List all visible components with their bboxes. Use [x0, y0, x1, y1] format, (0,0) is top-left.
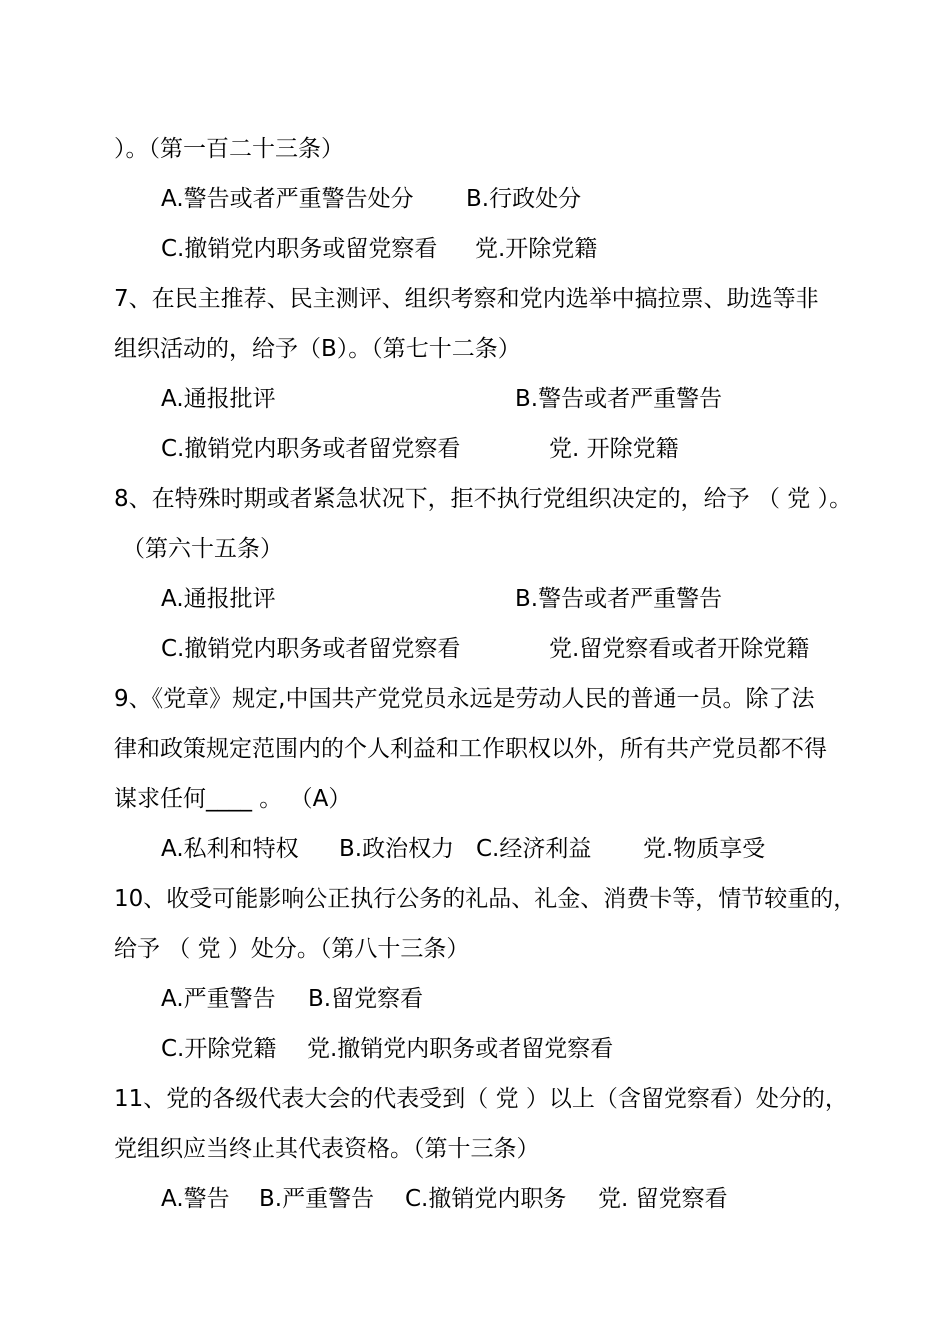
q11-option-c: C.撤销党内职务 — [405, 1186, 567, 1212]
q6-option-b: B.行政处分 — [466, 186, 582, 212]
q11-option-d: 党. 留党察看 — [598, 1186, 728, 1212]
q8-option-c: C.撤销党内职务或者留党察看 — [161, 636, 461, 662]
question-9-line-3: 谋求任何____ 。 （A） — [114, 786, 352, 812]
q7-option-c: C.撤销党内职务或者留党察看 — [161, 436, 461, 462]
q7-option-b: B.警告或者严重警告 — [515, 386, 723, 412]
q11-option-b: B.严重警告 — [259, 1186, 375, 1212]
q8-option-b: B.警告或者严重警告 — [515, 586, 723, 612]
q10-option-c: C.开除党籍 — [161, 1036, 277, 1062]
q9-option-d: 党.物质享受 — [643, 836, 766, 862]
q10-option-d: 党.撤销党内职务或者留党察看 — [307, 1036, 614, 1062]
q8-option-a: A.通报批评 — [161, 586, 276, 612]
question-11-line-1: 11、党的各级代表大会的代表受到（ 党 ）以上（含留党察看）处分的， — [114, 1086, 848, 1112]
question-11-line-2: 党组织应当终止其代表资格。（第十三条） — [114, 1136, 540, 1162]
q9-option-a: A.私利和特权 — [161, 836, 299, 862]
question-7-line-2: 组织活动的，给予（B）。（第七十二条） — [114, 336, 521, 362]
question-9-line-2: 律和政策规定范围内的个人利益和工作职权以外，所有共产党员都不得 — [114, 736, 827, 762]
q11-option-a: A.警告 — [161, 1186, 230, 1212]
question-10-line-1: 10、收受可能影响公正执行公务的礼品、礼金、消费卡等，情节较重的， — [114, 886, 857, 912]
q9-option-c: C.经济利益 — [476, 836, 592, 862]
q10-option-a: A.严重警告 — [161, 986, 276, 1012]
q7-option-a: A.通报批评 — [161, 386, 276, 412]
question-10-line-2: 给予 （ 党 ）处分。（第八十三条） — [114, 936, 470, 962]
q6-option-d: 党.开除党籍 — [475, 236, 598, 262]
q9-option-b: B.政治权力 — [339, 836, 455, 862]
question-7-line-1: 7、在民主推荐、民主测评、组织考察和党内选举中搞拉票、助选等非 — [114, 286, 819, 312]
q10-option-b: B.留党察看 — [308, 986, 424, 1012]
q6-option-c: C.撤销党内职务或留党察看 — [161, 236, 438, 262]
question-8-line-2: （第六十五条） — [122, 536, 283, 562]
q7-option-d: 党. 开除党籍 — [549, 436, 679, 462]
q6-option-a: A.警告或者严重警告处分 — [161, 186, 414, 212]
question-6-tail: ）。（第一百二十三条） — [114, 136, 344, 162]
question-9-line-1: 9、《党章》规定,中国共产党党员永远是劳动人民的普通一员。除了法 — [114, 686, 815, 712]
question-8-line-1: 8、在特殊时期或者紧急状况下，拒不执行党组织决定的，给予 （ 党 ）。 — [114, 486, 853, 512]
q8-option-d: 党.留党察看或者开除党籍 — [549, 636, 810, 662]
